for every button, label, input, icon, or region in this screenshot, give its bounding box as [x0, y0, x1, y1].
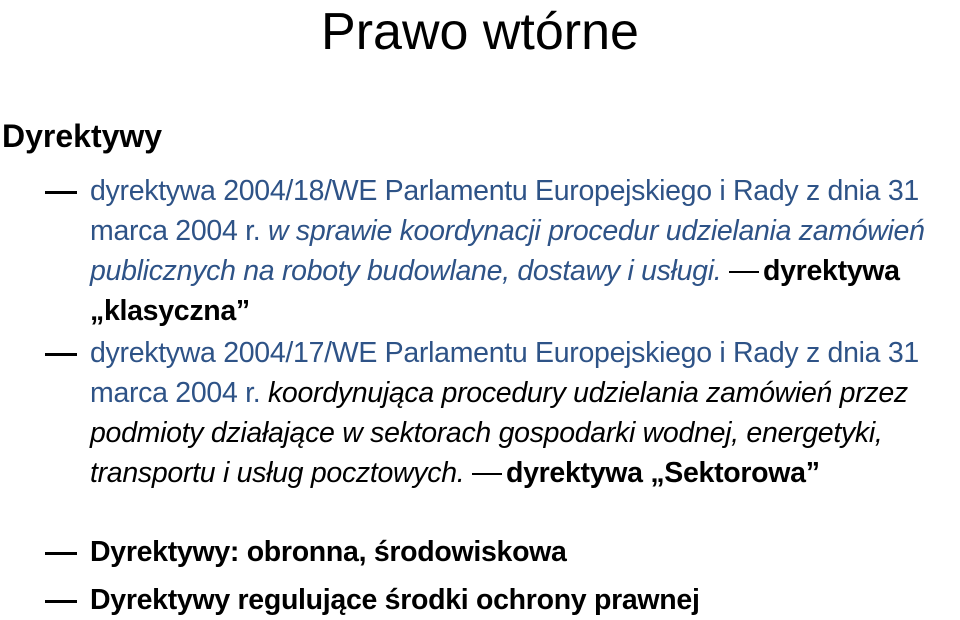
section-heading: Dyrektywy: [2, 118, 163, 154]
directive-reference: dyrektywa 2004/17/WE Parlamentu Europejskiego i Rady z dnia 31 marca 2004 r.: [90, 337, 919, 409]
dash-bullet-icon: [45, 191, 77, 194]
directive-description: w sprawie koordynacji procedur udzielania zamówień publicznych na roboty budowlane, dostawy i usługi.: [90, 215, 925, 287]
dash-bullet-icon: [45, 552, 77, 555]
list-item: [90, 171, 954, 331]
dash-bullet-icon: [45, 353, 77, 356]
list-item: [90, 580, 954, 620]
dash-bullet-icon: [45, 600, 77, 603]
list-item-label: Dyrektywy: obronna, środowiskowa: [90, 536, 567, 568]
list-item: [90, 532, 954, 572]
directive-reference: dyrektywa 2004/18/WE Parlamentu Europejskiego i Rady z dnia 31 marca 2004 r.: [90, 175, 919, 247]
directive-nickname: dyrektywa „Sektorowa”: [505, 457, 820, 489]
slide-title: Prawo wtórne: [321, 3, 639, 61]
inline-dash-icon: [729, 271, 759, 273]
list-item-label: Dyrektywy regulujące środki ochrony prawnej: [90, 584, 700, 616]
inline-dash-icon: [472, 473, 502, 475]
list-item: [90, 333, 954, 493]
directive-description: koordynująca procedury udzielania zamówień przez podmioty działające w sektorach gospodarki wodnej, energetyki, transportu i usług pocztowych.: [90, 377, 908, 489]
directive-nickname: dyrektywa „klasyczna”: [90, 255, 900, 327]
